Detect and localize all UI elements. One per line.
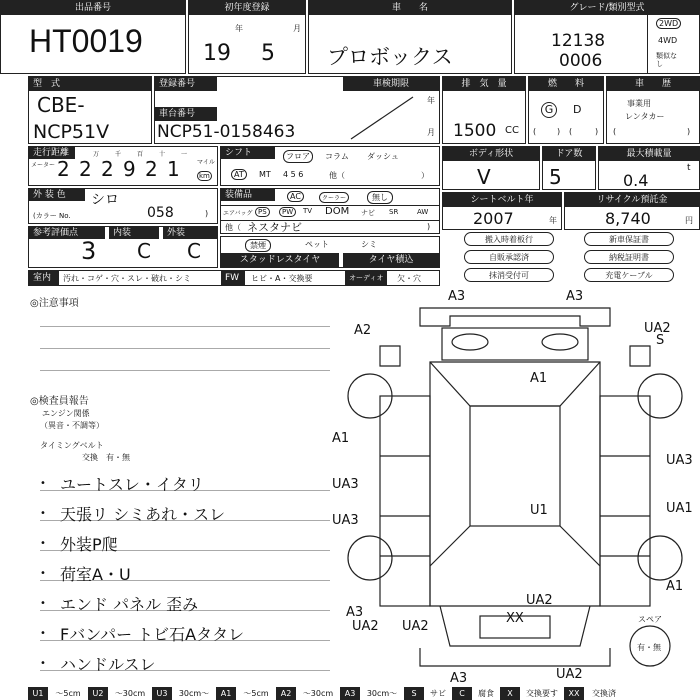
fuel-paren-2: ) (557, 127, 561, 136)
doc-button-1: 搬入時着板行 (464, 232, 554, 246)
doc-button-5: 納税証明書 (584, 250, 674, 264)
shift-other: 他（ (329, 171, 345, 180)
legend-value: ～5cm (243, 689, 269, 698)
seatbelt-label: シートベルト年 (443, 193, 561, 207)
legend-key: A2 (276, 687, 296, 700)
score-box (28, 226, 218, 268)
grade-label: グレード/類別型式 (515, 1, 699, 15)
inspector-label: ◎検査員報告 (30, 396, 89, 407)
note-item-3: 外装P爬 (60, 535, 118, 554)
inspection-year-unit: 年 (427, 96, 435, 105)
score-label: 参考評価点 (29, 227, 105, 239)
wheel-rear-left (348, 536, 392, 580)
shift-label: シフト (221, 147, 275, 159)
equip-sr: SR (389, 208, 399, 216)
score-value: 3 (81, 237, 97, 265)
caution-lines (0, 300, 330, 390)
doc-button-2: 自販承認済 (464, 250, 554, 264)
color-box (28, 188, 218, 224)
left-side-panel (380, 396, 430, 606)
body-outline (430, 362, 600, 606)
fw-label: FW (221, 271, 245, 285)
fuel-box (528, 76, 604, 144)
fw-value: ヒビ・A・交換要 (251, 274, 313, 283)
mileage-unit-km: km (199, 172, 210, 180)
equip-cooler: クーラー (319, 192, 349, 203)
mileage-digit: 2 (145, 157, 158, 181)
registration-box (154, 76, 440, 144)
drive-2wd: 2WD (656, 18, 681, 29)
lot-number-label: 出品番号 (1, 1, 185, 15)
legend-key: S (404, 687, 424, 700)
mileage-digit: 2 (101, 157, 114, 181)
car-name: プロボックス (327, 45, 453, 69)
damage-mark: A3 (450, 671, 468, 686)
mileage-unit-mile: マイル (197, 159, 215, 166)
interior-score-value: C (137, 239, 151, 263)
seatbelt-box (442, 192, 562, 230)
doc-button-3: 抹消受付可 (464, 268, 554, 282)
seatbelt-value: 2007 (473, 209, 514, 228)
note-item-7: ハンドルスレ (60, 655, 156, 674)
legend-value: 腐食 (478, 689, 494, 698)
chassis-label: 車台番号 (155, 107, 217, 121)
first-reg-month-unit: 月 (293, 24, 301, 33)
first-reg-year: 19 (203, 41, 231, 66)
fuel-paren-4: ) (595, 127, 599, 136)
front-bumper (420, 308, 610, 326)
headlight-left (452, 334, 488, 350)
grade-value-1: 12138 (551, 31, 606, 51)
interior-cond-value: 汚れ・コゲ・穴・スレ・破れ・シミ (63, 274, 191, 283)
studless-label: スタッドレスタイヤ (221, 253, 339, 267)
model-line-1: CBE- (37, 93, 85, 117)
first-reg-year-unit: 年 (235, 24, 243, 33)
color-no-close: ) (205, 209, 209, 218)
recycle-unit: 円 (685, 216, 693, 225)
damage-mark: A3 (566, 289, 584, 304)
timing-sub: 交換 有・無 (82, 453, 130, 462)
body-shape-box (442, 146, 540, 190)
note-item-6: Fバンパー トビ石Aタタレ (60, 625, 245, 644)
damage-mark: UA2 (526, 593, 553, 608)
body-label: ボディ形状 (443, 147, 539, 161)
capacity-value: 0.4 (623, 171, 649, 190)
doors-label: ドア数 (543, 147, 595, 161)
mileage-meter: メーター (31, 162, 56, 169)
model-line-2: NCP51V (33, 121, 110, 143)
audio-value: 欠・穴 (397, 274, 421, 283)
legend-bar (28, 687, 700, 700)
equip-tv: TV (303, 207, 313, 215)
displacement-label: 排 気 量 (443, 77, 525, 91)
equip-pw: PW (279, 207, 296, 217)
usage-rental: レンタカー (625, 112, 665, 121)
damage-mark: XX (506, 611, 524, 626)
doors-box (542, 146, 596, 190)
legend-value: 30cm～ (366, 689, 398, 698)
first-reg-label: 初年度登録 (189, 1, 305, 15)
drive-4wd: 4WD (658, 36, 678, 45)
exterior-score-value: C (187, 239, 201, 263)
legend-key: A1 (216, 687, 236, 700)
notes-list: • • • • • • • ユートスレ・イタリ 天張リ シミあれ・スレ 外装P爬 荷室A・U エンド パネル 歪み Fバンパー トビ石Aタタレ ハンドルスレ (0, 466, 330, 686)
usage-paren-open: ( (613, 127, 617, 136)
tire-label: タイヤ積込 (343, 253, 439, 267)
interior-score-label: 内装 (109, 227, 159, 239)
mileage-unit-sen: 千 (115, 151, 122, 158)
grade-value-2: 0006 (559, 51, 603, 71)
hood (442, 328, 588, 360)
legend-key: XX (564, 687, 584, 700)
inspection-label: 車検期限 (343, 77, 439, 91)
capacity-box (598, 146, 700, 190)
rear-bumper (420, 648, 610, 666)
doors-value: 5 (549, 165, 562, 189)
right-side-panel (600, 396, 650, 606)
damage-mark: A1 (666, 579, 684, 594)
equip-other-close: ) (427, 222, 431, 231)
car-diagram (330, 286, 700, 686)
car-name-label: 車 名 (309, 1, 511, 15)
grade-box (514, 0, 700, 74)
usage-business: 事業用 (627, 99, 651, 108)
damage-mark: UA3 (666, 453, 693, 468)
legend-value: ～5cm (55, 689, 81, 698)
exterior-score-label: 外装 (163, 227, 217, 239)
legend-value: 交換済 (592, 689, 616, 698)
rear-window (430, 526, 600, 566)
color-value: シロ (91, 192, 119, 208)
mileage-digit: 9 (123, 157, 136, 181)
fuel-label: 燃 料 (529, 77, 603, 91)
fuel-paren-1: ( (533, 127, 537, 136)
legend-key: U1 (28, 687, 48, 700)
equip-none: 無し (367, 191, 393, 204)
legend-value: ～30cm (302, 689, 334, 698)
shift-floor: フロア (283, 150, 313, 163)
equip-nonsmoking: 禁煙 (245, 239, 271, 252)
shift-column: コラム (325, 152, 349, 161)
damage-mark: A3 (448, 289, 466, 304)
damage-mark: UA2 (402, 619, 429, 634)
damage-mark: UA2 (352, 619, 379, 634)
damage-mark: A3 (346, 605, 364, 620)
legend-key: U3 (152, 687, 172, 700)
legend-value: 30cm～ (178, 689, 210, 698)
legend-value: ～30cm (114, 689, 146, 698)
inspection-month-unit: 月 (427, 128, 435, 137)
doc-button-4: 新車保証書 (584, 232, 674, 246)
docs-area (442, 232, 700, 284)
damage-mark: A2 (354, 323, 372, 338)
mileage-unit-man: 万 (93, 151, 100, 158)
usage-box (606, 76, 700, 144)
equipment-box (220, 188, 440, 234)
reg-label: 登録番号 (155, 77, 217, 91)
fuel-g: G (541, 102, 557, 118)
damage-mark: U1 (530, 503, 548, 518)
legend-key: A3 (340, 687, 360, 700)
legend-key: C (452, 687, 472, 700)
equip-dom: DOM (325, 206, 350, 217)
note-item-5: エンド パネル 歪み (60, 595, 199, 614)
mileage-digit: 2 (57, 157, 70, 181)
capacity-unit: t (687, 163, 691, 173)
equip-other-label: 他（ (225, 223, 241, 232)
displacement-value: 1500 (453, 121, 497, 141)
displacement-box (442, 76, 526, 144)
spare-value: 有・無 (637, 643, 661, 652)
damage-mark: UA3 (332, 513, 359, 528)
recycle-label: リサイクル預託金 (565, 193, 699, 207)
equip-ac: AC (287, 191, 304, 202)
car-name-box (308, 0, 512, 74)
equip-navi: ナビ (361, 209, 375, 217)
equipment-label: 装備品 (221, 189, 275, 201)
caution-label: ◎注意事項 (30, 298, 79, 309)
shift-dash: ダッシュ (367, 152, 399, 161)
mileage-digit: 1 (167, 157, 180, 181)
mileage-unit-ichi: 一 (181, 151, 188, 158)
equip-mid-box (220, 236, 440, 268)
chassis-value: NCP51-0158463 (157, 122, 296, 142)
usage-label: 車 歴 (607, 77, 699, 91)
fuel-paren-3: ( (569, 127, 573, 136)
capacity-label: 最大積載量 (599, 147, 699, 161)
doc-button-6: 充電ケーブル (584, 268, 674, 282)
equip-airbag: エアバッグ (223, 210, 253, 217)
body-value: V (477, 165, 491, 189)
damage-mark: UA2 (556, 667, 583, 682)
interior-cond-label: 室内 (29, 271, 59, 285)
note-item-1: ユートスレ・イタリ (60, 475, 204, 494)
recycle-value: 8,740 (605, 209, 651, 228)
engine-label: エンジン関係 (42, 409, 90, 418)
equip-other-value: ネスタナビ (247, 221, 302, 234)
drive-none: 類似なし (656, 52, 677, 68)
note-item-2: 天張リ シミあれ・スレ (60, 505, 226, 524)
windshield (430, 362, 600, 406)
recycle-box (564, 192, 700, 230)
shift-mt: MT (259, 170, 271, 179)
damage-mark: UA3 (332, 477, 359, 492)
shift-speeds: 4 5 6 (283, 170, 304, 179)
model-box (28, 76, 152, 144)
timing-label: タイミングベルト (40, 441, 104, 450)
mileage-unit-hyaku: 百 (137, 151, 144, 158)
mileage-label: 走行距離 (29, 147, 75, 159)
mileage-box (28, 146, 218, 186)
equip-pet: ペット (305, 240, 329, 249)
first-reg-month: 5 (261, 41, 275, 66)
spare-label: スペア (638, 615, 662, 624)
legend-key: X (500, 687, 520, 700)
color-no-value: 058 (147, 205, 174, 221)
shift-at: AT (231, 169, 247, 180)
damage-mark: S (656, 333, 665, 348)
engine-sub: （異音・不調等） (40, 421, 104, 430)
lot-number: HT0019 (29, 23, 143, 59)
equip-ps: PS (255, 207, 270, 217)
fuel-d: D (573, 103, 582, 116)
legend-key: U2 (88, 687, 108, 700)
seatbelt-unit: 年 (549, 216, 557, 225)
model-label: 型 式 (29, 77, 151, 91)
displacement-unit: CC (505, 125, 519, 136)
interior-condition-row (28, 270, 440, 286)
shift-other-close: ） (421, 171, 429, 180)
usage-paren-close: ) (687, 127, 691, 136)
damage-mark: A1 (530, 371, 548, 386)
lot-number-box (0, 0, 186, 74)
color-label: 外 装 色 (29, 189, 85, 201)
note-item-4: 荷室A・U (60, 565, 131, 584)
legend-value: 交換要す (526, 689, 558, 698)
front-fender-right (630, 346, 650, 366)
front-fender-left (380, 346, 400, 366)
audio-label: オーディオ (345, 271, 387, 285)
headlight-right (542, 334, 578, 350)
damage-mark: UA2 (644, 321, 671, 336)
legend-value: サビ (430, 689, 446, 698)
first-registration-box (188, 0, 306, 74)
shift-box (220, 146, 440, 186)
mileage-unit-juu: 十 (159, 151, 166, 158)
wheel-rear-right (638, 536, 682, 580)
equip-aw: AW (417, 208, 429, 216)
damage-mark: UA1 (666, 501, 693, 516)
mileage-digit: 2 (79, 157, 92, 181)
color-no-label: (カラー No. (33, 212, 71, 220)
equip-stain: シミ (361, 240, 377, 249)
damage-mark: A1 (332, 431, 350, 446)
